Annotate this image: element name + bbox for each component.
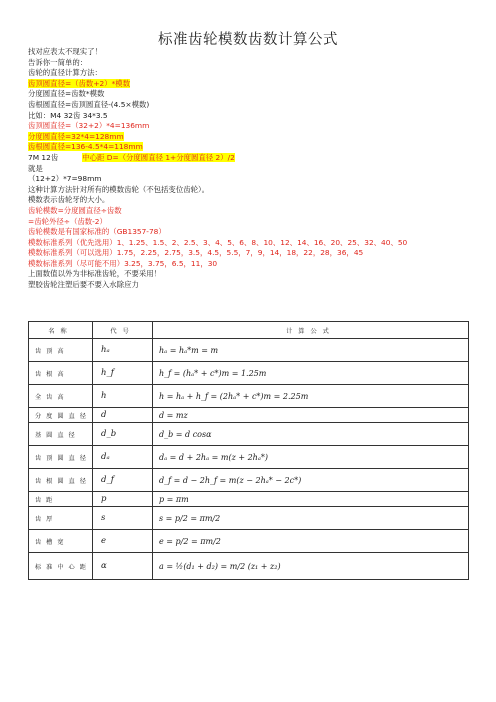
cell-symbol: h — [93, 385, 153, 408]
table-row — [29, 492, 469, 507]
cell-symbol: e — [93, 530, 153, 553]
page-title: 标准齿轮模数齿数计算公式 — [158, 32, 338, 48]
text-line-content: 齿轮模数是有国家标准的（GB1357-78） — [28, 227, 166, 237]
cell-name: 齿距 — [29, 492, 93, 507]
cell-name: 齿顶高 — [29, 339, 93, 362]
text-line-content: 模数表示齿轮牙的大小。 — [28, 195, 110, 205]
table-row — [29, 469, 469, 492]
text-line — [28, 174, 488, 185]
cell-name: 标准中心距 — [29, 553, 93, 580]
cell-formula: d_b = d cosα — [153, 423, 469, 446]
text-line-content: 模数标准系列（优先选用）1、1.25、1.5、2、2.5、3、4、5、6、8、10、12、14、16、20、25、32、40、50 — [28, 237, 408, 247]
text-line-content: 上面数值以外为非标准齿轮，不要采用！ — [28, 269, 162, 279]
cell-formula: a = ½(d₁ + d₂) = m/2 (z₁ + z₂) — [153, 553, 469, 580]
text-line-content: 找对应表太不现实了！ — [28, 47, 102, 56]
table-row — [29, 507, 469, 530]
table-row — [29, 423, 469, 446]
text-line-content: 齿轮的直径计算方法： — [28, 68, 102, 78]
cell-symbol: s — [93, 507, 153, 530]
text-line-content: 齿顶圆直径=（32+2）*4=136mm — [28, 121, 150, 131]
cell-name: 分度圆直径 — [29, 408, 93, 423]
text-line — [28, 269, 488, 280]
header-name: 名称 — [29, 322, 93, 339]
text-line-content: 齿根圆直径=136-4.5*4=118mm — [28, 142, 143, 152]
cell-symbol: d_f — [93, 469, 153, 492]
text-line-content: 分度圆直径=齿数*模数 — [28, 89, 105, 99]
text-line-content: 这种计算方法针对所有的模数齿轮（不包括变位齿轮）。 — [28, 184, 210, 194]
table-row — [29, 530, 469, 553]
cell-formula: e = p/2 = πm/2 — [153, 530, 469, 553]
text-line — [28, 68, 488, 79]
text-line — [28, 206, 488, 217]
text-line — [28, 58, 488, 69]
cell-symbol: d_b — [93, 423, 153, 446]
text-line-content: 塑胶齿轮注塑后要不要入水除应力 — [28, 280, 139, 290]
cell-formula: dₐ = d + 2hₐ = m(z + 2hₐ*) — [153, 446, 469, 469]
text-line — [28, 217, 488, 228]
text-line-content: （12+2）*7=98mm — [28, 174, 102, 184]
text-line-content: 就是 — [28, 163, 43, 173]
text-line — [28, 111, 488, 122]
text-line-content: =齿轮外径÷（齿数-2） — [28, 216, 107, 226]
cell-formula: h = hₐ + h_f = (2hₐ* + c*)m = 2.25m — [153, 385, 469, 408]
table-row — [29, 362, 469, 385]
cell-symbol: p — [93, 492, 153, 507]
center-distance-note: 中心距 D=（分度圆直径 1+分度圆直径 2）/2 — [82, 152, 235, 162]
text-line-content: 7M 12齿 — [28, 152, 59, 162]
table-row — [29, 408, 469, 423]
text-line — [28, 259, 488, 270]
cell-symbol: h_f — [93, 362, 153, 385]
text-line-content: 告诉你一简单的： — [28, 57, 88, 67]
text-line — [28, 100, 488, 111]
cell-symbol: dₐ — [93, 446, 153, 469]
cell-name: 基圆直径 — [29, 423, 93, 446]
body-text — [28, 47, 488, 291]
text-line — [28, 121, 488, 132]
table-row — [29, 553, 469, 580]
text-line — [28, 280, 488, 291]
text-line-content: 比如：M4 32齿 34*3.5 — [28, 110, 108, 120]
cell-symbol: hₐ — [93, 339, 153, 362]
text-line — [28, 132, 488, 143]
table-row — [29, 339, 469, 362]
text-line-content: 分度圆直径=32*4=128mm — [28, 131, 124, 141]
table-row — [29, 446, 469, 469]
cell-formula: p = πm — [153, 492, 469, 507]
cell-formula: d = mz — [153, 408, 469, 423]
table-header-row — [29, 322, 469, 339]
cell-formula: s = p/2 = πm/2 — [153, 507, 469, 530]
text-line — [28, 238, 488, 249]
table-row — [29, 385, 469, 408]
text-line — [28, 164, 488, 175]
cell-name: 齿厚 — [29, 507, 93, 530]
cell-name: 齿槽宽 — [29, 530, 93, 553]
text-line — [28, 248, 488, 259]
text-line-content: 模数标准系列（尽可能不用）3.25，3.75，6.5，11，30 — [28, 258, 218, 268]
cell-name: 齿根圆直径 — [29, 469, 93, 492]
text-line-content: 齿轮模数=分度圆直径÷齿数 — [28, 205, 122, 215]
header-formula: 计算公式 — [153, 322, 469, 339]
text-line — [28, 153, 488, 164]
text-line — [28, 47, 488, 58]
text-line — [28, 79, 488, 90]
text-line — [28, 195, 488, 206]
text-line — [28, 227, 488, 238]
text-line-content: 齿根圆直径=齿顶圆直径-(4.5×模数) — [28, 99, 150, 109]
cell-name: 齿根高 — [29, 362, 93, 385]
formula-table — [28, 321, 469, 580]
text-line-content: 模数标准系列（可以选用）1.75，2.25，2.75，3.5，4.5，5.5，7，9，14，18，22，28，36，45 — [28, 248, 364, 258]
cell-formula: hₐ = hₐ*m = m — [153, 339, 469, 362]
cell-formula: h_f = (hₐ* + c*)m = 1.25m — [153, 362, 469, 385]
text-line-content: 齿顶圆直径=（齿数+2）*模数 — [28, 78, 131, 88]
cell-symbol: α — [93, 553, 153, 580]
cell-symbol: d — [93, 408, 153, 423]
cell-name: 全齿高 — [29, 385, 93, 408]
cell-name: 齿顶圆直径 — [29, 446, 93, 469]
text-line — [28, 89, 488, 100]
text-line — [28, 142, 488, 153]
cell-formula: d_f = d − 2h_f = m(z − 2hₐ* − 2c*) — [153, 469, 469, 492]
text-line — [28, 185, 488, 196]
header-symbol: 代号 — [93, 322, 153, 339]
